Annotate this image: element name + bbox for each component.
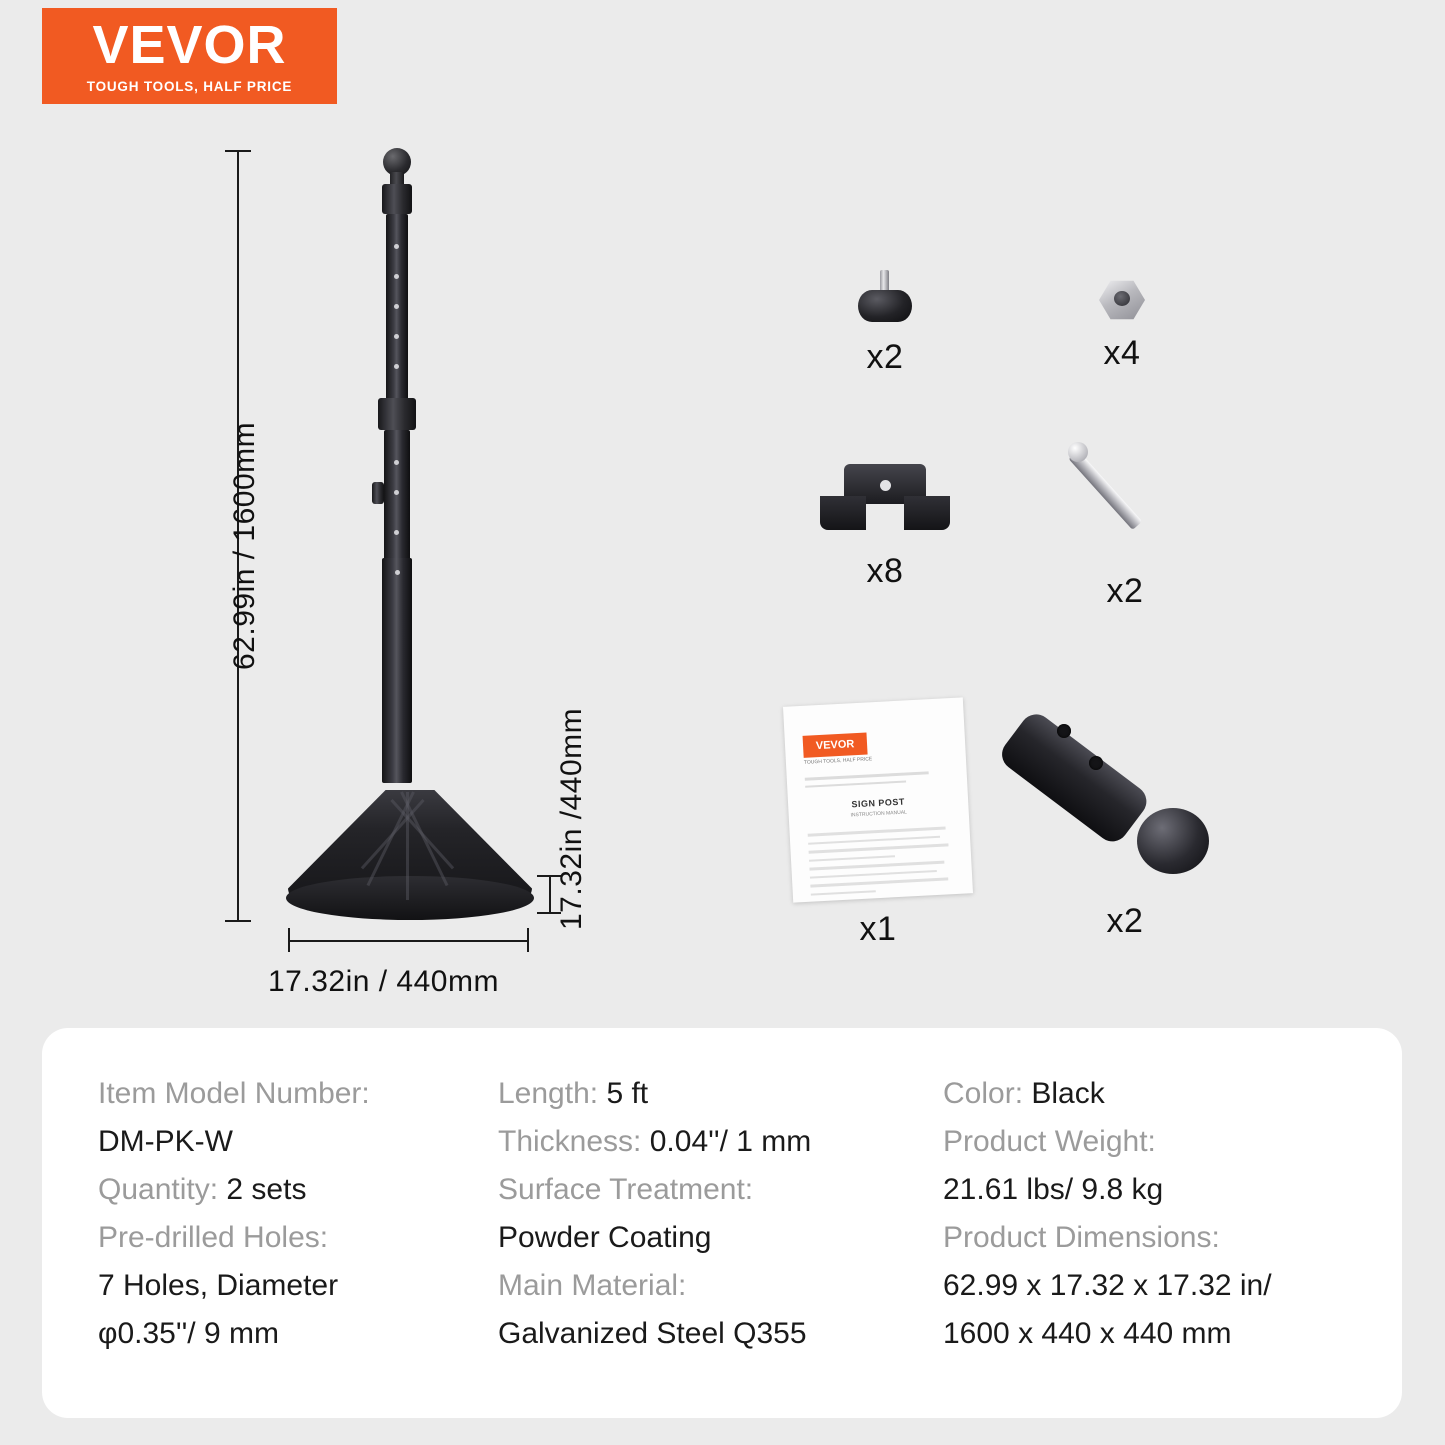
spec-label: Quantity: — [98, 1173, 219, 1206]
post-hole — [394, 304, 399, 309]
post-locking-pin — [372, 482, 384, 504]
post-hole — [394, 274, 399, 279]
instruction-manual-icon — [783, 697, 973, 902]
product-dimension-diagram — [0, 0, 760, 1020]
spec-row — [98, 1310, 498, 1358]
spec-column-1 — [98, 1070, 498, 1418]
spec-label: Item Model Number: — [98, 1077, 370, 1110]
spec-label: Pre-drilled Holes: — [98, 1221, 329, 1254]
post-hole — [394, 490, 399, 495]
part-ball-coupler — [1015, 690, 1235, 941]
spec-label: Product Weight: — [943, 1125, 1156, 1158]
spec-row — [498, 1118, 943, 1166]
spec-value: Powder Coating — [498, 1221, 712, 1254]
sign-post-illustration — [270, 140, 560, 930]
post-hole — [395, 570, 400, 575]
spec-value: 5 ft — [606, 1077, 649, 1110]
spec-value: 62.99 x 17.32 x 17.32 in/ — [943, 1269, 1272, 1302]
mounting-bracket-icon — [820, 462, 950, 540]
spec-row — [498, 1310, 943, 1358]
spec-row — [98, 1214, 498, 1262]
height-tick-top — [225, 150, 251, 152]
spec-row — [943, 1070, 1346, 1118]
part-long-screw — [1060, 440, 1190, 611]
spec-row — [943, 1310, 1346, 1358]
spec-label: Thickness: — [498, 1125, 642, 1158]
manual-subtitle: INSTRUCTION MANUAL — [850, 809, 908, 819]
spec-row — [498, 1262, 943, 1310]
part-instruction-manual — [788, 702, 968, 949]
height-dimension-label: 62.99in / 1600mm — [228, 421, 261, 670]
spec-row — [498, 1214, 943, 1262]
manual-text-lines — [805, 770, 950, 793]
spec-column-3 — [943, 1070, 1346, 1418]
base-depth-dimension-label: 17.32in /440mm — [555, 707, 588, 930]
spec-label: Surface Treatment: — [498, 1173, 754, 1206]
height-tick-bottom — [225, 920, 251, 922]
part-qty: x2 — [866, 338, 904, 376]
post-ball-neck — [390, 172, 404, 184]
manual-logo: VEVOR — [803, 733, 868, 758]
base-width-dimension-label: 17.32in / 440mm — [268, 965, 499, 998]
post-weighted-base — [280, 770, 540, 920]
post-hole — [394, 334, 399, 339]
spec-row — [943, 1166, 1346, 1214]
part-qty: x2 — [1106, 572, 1144, 610]
part-qty: x8 — [866, 552, 904, 590]
spec-label: Color: — [943, 1077, 1024, 1110]
part-hex-nut — [1095, 274, 1149, 373]
spec-row — [943, 1214, 1346, 1262]
spec-label: Main Material: — [498, 1269, 687, 1302]
post-hole — [394, 364, 399, 369]
part-qty: x4 — [1103, 334, 1141, 372]
manual-title: SIGN POST — [851, 796, 906, 810]
base-width-tick-left — [288, 928, 290, 952]
logo-tagline: TOUGH TOOLS, HALF PRICE — [86, 79, 293, 94]
manual-tagline: TOUGH TOOLS, HALF PRICE — [803, 756, 873, 766]
base-width-tick-right — [527, 928, 529, 952]
knob-bolt-icon — [850, 270, 920, 326]
spec-value: Black — [1031, 1077, 1105, 1110]
spec-value: 21.61 lbs/ 9.8 kg — [943, 1173, 1164, 1206]
logo-wordmark: VEVOR — [92, 15, 287, 75]
spec-label: Product Dimensions: — [943, 1221, 1220, 1254]
base-width-dimension-line — [288, 940, 528, 942]
parts-list — [770, 250, 1430, 1010]
hex-nut-icon — [1095, 274, 1149, 322]
spec-value: DM-PK-W — [98, 1125, 233, 1158]
post-tube-upper — [386, 214, 408, 404]
part-knob-bolt — [850, 270, 920, 377]
spec-row — [943, 1118, 1346, 1166]
specification-card — [42, 1028, 1402, 1418]
spec-value: Galvanized Steel Q355 — [498, 1317, 807, 1350]
spec-label: Length: — [498, 1077, 599, 1110]
spec-value: 0.04''/ 1 mm — [649, 1125, 812, 1158]
part-qty: x1 — [859, 910, 897, 948]
part-mounting-bracket — [820, 462, 950, 591]
spec-row — [943, 1262, 1346, 1310]
spec-value: φ0.35''/ 9 mm — [98, 1317, 279, 1350]
post-hole — [394, 460, 399, 465]
ball-coupler-icon — [1015, 690, 1235, 890]
spec-value: 1600 x 440 x 440 mm — [943, 1317, 1232, 1350]
spec-row — [498, 1166, 943, 1214]
post-collar-top — [382, 184, 412, 214]
part-qty: x2 — [1106, 902, 1144, 940]
post-tube-middle — [384, 430, 410, 560]
spec-row — [98, 1118, 498, 1166]
spec-row — [98, 1070, 498, 1118]
spec-column-2 — [498, 1070, 943, 1418]
manual-body-lines — [808, 826, 955, 901]
post-hole — [394, 530, 399, 535]
spec-value: 7 Holes, Diameter — [98, 1269, 339, 1302]
base-bottom-ellipse — [286, 876, 534, 920]
long-screw-icon — [1060, 440, 1190, 560]
post-hole — [394, 244, 399, 249]
spec-row — [498, 1070, 943, 1118]
spec-row — [98, 1166, 498, 1214]
spec-value: 2 sets — [226, 1173, 307, 1206]
spec-row — [98, 1262, 498, 1310]
post-collar-middle — [378, 398, 416, 430]
post-tube-lower — [382, 558, 412, 783]
